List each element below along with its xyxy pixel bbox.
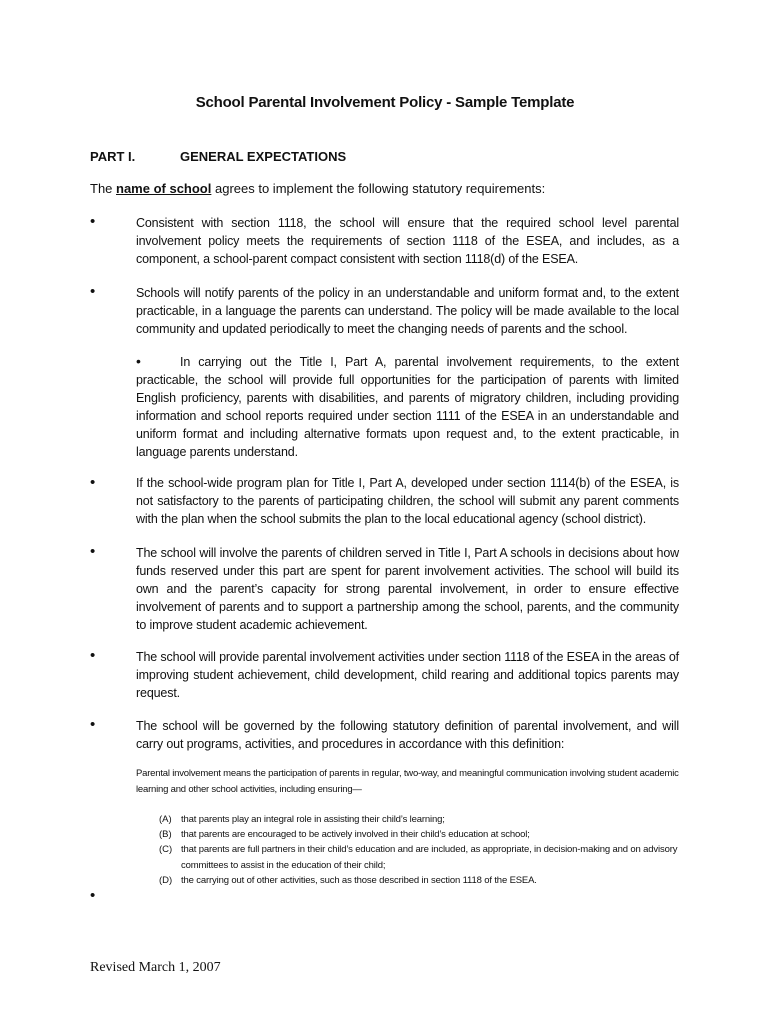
policy-paragraph: Schools will notify parents of the policy in an understandable and uniform format and, to the extent practicable, in a language the parents can understand. The policy will be made available to the local community and updated periodically to meet the changing needs of parents and the school. (136, 286, 679, 336)
sub-item (159, 842, 681, 874)
intro-post: agrees to implement the following statutory requirements: (211, 181, 546, 196)
sub-item-text: that parents play an integral role in assisting their child’s learning; (181, 814, 445, 825)
policy-paragraph-inline-bullet (136, 352, 679, 461)
policy-paragraph: The school will involve the parents of children served in Title I, Part A schools in decisions about how funds reserved under this part are spent for parent involvement activities. The school will build its own and the parent’s capacity for strong parental involvement, in order to ensure effective involvement of parents and to support a partnership among the school, parents, and the community to improve student academic achievement. (136, 546, 679, 632)
inline-bullet-marker: • (136, 353, 141, 369)
intro-pre: The (90, 181, 117, 196)
bullet-marker: • (90, 887, 96, 904)
sub-item (159, 827, 681, 843)
policy-paragraph: If the school-wide program plan for Title I, Part A, developed under section 1114(b) of the ESEA, is not satisfactory to the parents of participating children, the school will submit any parent comments with the plan when the school submits the plan to the local educational agency (school district). (136, 476, 679, 526)
school-name-placeholder: name of school (116, 181, 212, 196)
sub-item-label: (B) (159, 829, 172, 840)
sub-item-label: (D) (159, 875, 173, 886)
policy-paragraph: The school will be governed by the following statutory definition of parental involvement, and will carry out programs, activities, and procedures in accordance with this definition: (136, 719, 679, 751)
sub-item-text: that parents are encouraged to be actively involved in their child’s education at school; (181, 829, 530, 840)
bullet-marker: • (90, 213, 96, 230)
sub-item-label: (A) (159, 814, 172, 825)
sub-item-label: (C) (159, 844, 173, 855)
sub-item-text: the carrying out of other activities, such as those described in section 1118 of the ESEA. (181, 875, 537, 886)
part-heading: GENERAL EXPECTATIONS (180, 149, 347, 164)
sub-item (159, 812, 681, 828)
part-number: PART I. (90, 149, 136, 164)
document-title: School Parental Involvement Policy - Sample Template (195, 94, 575, 111)
bullet-marker: • (90, 647, 96, 664)
bullet-marker: • (90, 716, 96, 733)
sub-item (159, 873, 681, 889)
bullet-marker: • (90, 474, 96, 491)
inline-paragraph-text: In carrying out the Title I, Part A, parental involvement requirements, to the extent practicable, the school will provide full opportunities for the participation of parents with limited English proficiency, parents with disabilities, and parents of migratory children, including providing information and school reports required under section 1111 of the ESEA in an understandable and uniform format and including alternative formats upon request and, to the extent practicable, in language parents understand. (136, 355, 679, 459)
bullet-marker: • (90, 543, 96, 560)
definition-paragraph: Parental involvement means the participation of parents in regular, two-way, and meaningful communication involving student academic learning and other school activities, including ensuring— (136, 768, 679, 795)
intro-sentence (90, 181, 545, 196)
revision-footer: Revised March 1, 2007 (90, 960, 221, 975)
bullet-marker: • (90, 283, 96, 300)
sub-item-text: that parents are full partners in their child’s education and are included, as appropriate, in decision-making and on advisory committees to assist in the education of their child; (181, 844, 678, 871)
policy-paragraph: Consistent with section 1118, the school will ensure that the required school level parental involvement policy meets the requirements of section 1118 of the ESEA, and includes, as a component, a school-parent compact consistent with section 1118(d) of the ESEA. (136, 216, 679, 266)
policy-paragraph: The school will provide parental involvement activities under section 1118 of the ESEA in the areas of improving student achievement, child development, child rearing and additional topics parents may request. (136, 650, 679, 700)
